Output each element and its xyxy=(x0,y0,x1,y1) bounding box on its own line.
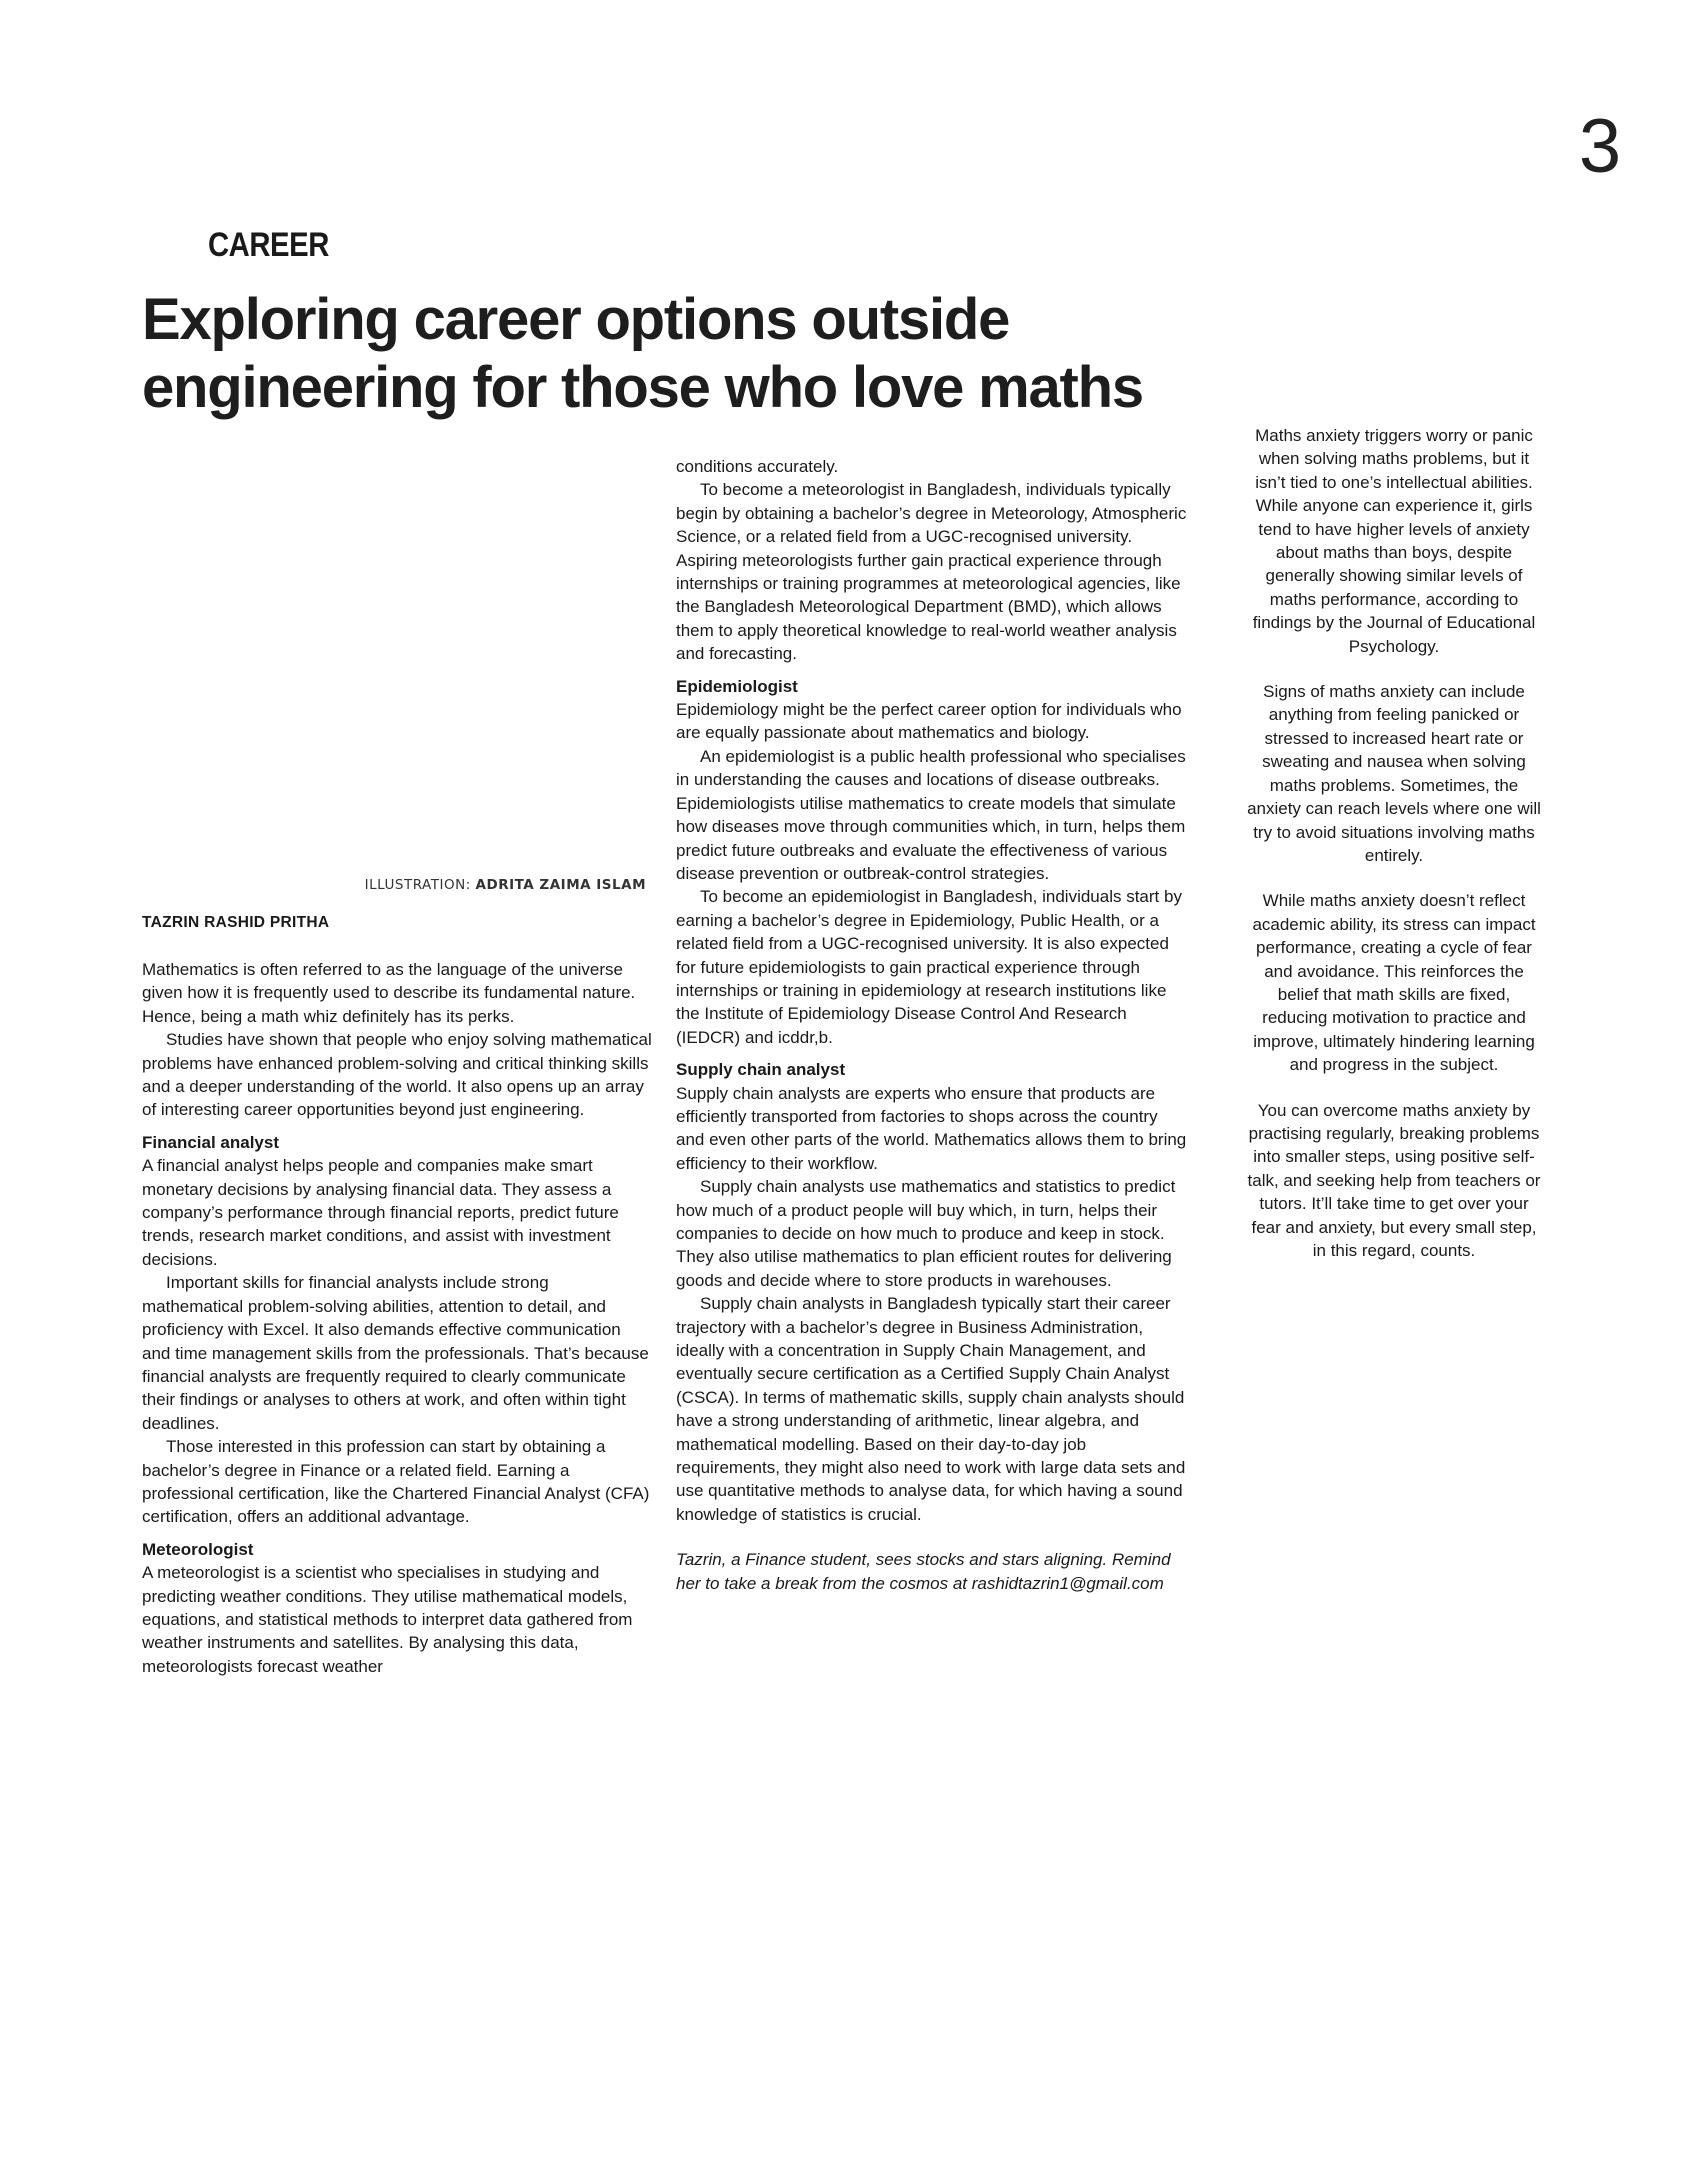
byline: TAZRIN RASHID PRITHA xyxy=(142,914,330,931)
meteorologist-paragraph-2: To become a meteorologist in Bangladesh, individuals typically begin by obtaining a bachelor’s degree in Meteorology, Atmospheric Science, or a related field from a UGC-recognised university. Aspiring meteorologists further gain practical experience through internships or training programmes at meteorological agencies, like the Bangladesh Meteorological Department (BMD), which allows them to apply theoretical knowledge to real-world weather analysis and forecasting. xyxy=(676,480,1187,664)
supply-chain-paragraph-3: Supply chain analysts in Bangladesh typically start their career trajectory with a bachelor’s degree in Business Administration, ideally with a concentration in Supply Chain Management, and eventually secure certification as a Certified Supply Chain Analyst (CSCA). In terms of mathematic skills, supply chain analysts should have a strong understanding of arithmetic, linear algebra, and mathematical modelling. Based on their day-to-day job requirements, they might also need to work with large data sets and use quantitative methods to analyse data, for which having a sound knowledge of statistics is crucial. xyxy=(676,1294,1186,1524)
headline-line-2: engineering for those who love maths xyxy=(142,355,1143,420)
section-label: CAREER xyxy=(208,226,329,264)
sidebar-paragraph-4: You can overcome maths anxiety by practising regularly, breaking problems into smaller steps, using positive self-talk, and seeking help from teachers or tutors. It’ll take time to get over your fear and anxiety, but every small step, in this regard, counts. xyxy=(1247,1100,1541,1260)
intro-paragraph-1: Mathematics is often referred to as the language of the universe given how it is frequently used to describe its fundamental nature. Hence, being a math whiz definitely has its perks. xyxy=(142,960,636,1026)
epidemiologist-paragraph-3: To become an epidemiologist in Bangladesh, individuals start by earning a bachelor’s degree in Epidemiology, Public Health, or a related field from a UGC-recognised university. It is also expected for future epidemiologists to gain practical experience through internships or training in epidemiology at research institutions like the Institute of Epidemiology Disease Control And Research (IEDCR) and icddr,b. xyxy=(676,887,1182,1047)
sidebar-paragraph-2: Signs of maths anxiety can include anything from feeling panicked or stressed to increased heart rate or sweating and nausea when solving maths problems. Sometimes, the anxiety can reach levels where one will try to avoid situations involving maths entirely. xyxy=(1247,682,1541,865)
meteorologist-paragraph-1: A meteorologist is a scientist who specialises in studying and predicting weather conditions. They utilise mathematical models, equations, and statistical methods to interpret data gathered from weather instruments and satellites. By analysing this data, meteorologists forecast weather xyxy=(142,1563,633,1676)
supply-chain-heading: Supply chain analyst xyxy=(676,1060,846,1080)
article-column-1 xyxy=(142,958,652,1678)
sidebar-paragraph-3: While maths anxiety doesn’t reflect academic ability, its stress can impact performance, creating a cycle of fear and avoidance. This reinforces the belief that math skills are fixed, reducing motivation to practice and improve, ultimately hindering learning and progress in the subject. xyxy=(1252,891,1536,1075)
sidebar-maths-anxiety xyxy=(1244,424,1544,1284)
epidemiologist-paragraph-1: Epidemiology might be the perfect career option for individuals who are equally passionate about mathematics and biology. xyxy=(676,700,1182,743)
illustration-credit xyxy=(142,877,646,893)
article-column-2 xyxy=(676,455,1190,1595)
headline-line-1: Exploring career options outside xyxy=(142,287,1010,352)
author-signoff: Tazrin, a Finance student, sees stocks and stars aligning. Remind her to take a break from the cosmos at rashidtazrin1@gmail.com xyxy=(676,1550,1171,1593)
illustration-area xyxy=(142,452,647,872)
meteorologist-heading: Meteorologist xyxy=(142,1539,254,1559)
financial-paragraph-1: A financial analyst helps people and companies make smart monetary decisions by analysing financial data. They assess a company’s performance through financial reports, predict future trends, research market conditions, and assist with investment decisions. xyxy=(142,1156,619,1269)
financial-analyst-heading: Financial analyst xyxy=(142,1132,279,1152)
supply-chain-paragraph-2: Supply chain analysts use mathematics and statistics to predict how much of a product people will buy which, in turn, helps their companies to decide on how much to produce and keep in stock. They also utilise mathematics to plan efficient routes for delivering goods and decide where to store products in warehouses. xyxy=(676,1177,1176,1290)
page-number: 3 xyxy=(1578,104,1622,189)
financial-paragraph-2: Important skills for financial analysts include strong mathematical problem-solving abilities, attention to detail, and proficiency with Excel. It also demands effective communication and time management skills from the professionals. That’s because financial analysts are frequently required to clearly communicate their findings or analyses to others at work, and often within tight deadlines. xyxy=(142,1273,649,1433)
intro-paragraph-2: Studies have shown that people who enjoy solving mathematical problems have enhanced problem-solving and critical thinking skills and a deeper understanding of the world. It also opens up an array of interesting career opportunities beyond just engineering. xyxy=(142,1030,652,1120)
financial-paragraph-3: Those interested in this profession can start by obtaining a bachelor’s degree in Finance or a related field. Earning a professional certification, like the Chartered Financial Analyst (CFA) certification, offers an additional advantage. xyxy=(142,1437,650,1527)
credit-label: ILLUSTRATION: xyxy=(364,877,476,893)
epidemiologist-heading: Epidemiologist xyxy=(676,676,798,696)
supply-chain-paragraph-1: Supply chain analysts are experts who ensure that products are efficiently transported from factories to shops across the country and even other parts of the world. Mathematics allows them to bring efficiency to their workflow. xyxy=(676,1083,1187,1173)
credit-name: ADRITA ZAIMA ISLAM xyxy=(475,877,646,893)
meteorologist-continued: conditions accurately. xyxy=(676,457,839,476)
headline xyxy=(142,286,1342,422)
epidemiologist-paragraph-2: An epidemiologist is a public health professional who specialises in understanding the causes and locations of disease outbreaks. Epidemiologists utilise mathematics to create models that simulate how diseases move through communities which, in turn, helps them predict future outbreaks and evaluate the effectiveness of various disease prevention or outbreak-control strategies. xyxy=(676,746,1186,883)
sidebar-paragraph-1: Maths anxiety triggers worry or panic when solving maths problems, but it isn’t tied to one’s intellectual abilities. While anyone can experience it, girls tend to have higher levels of anxiety about maths than boys, despite generally showing similar levels of maths performance, according to findings by the Journal of Educational Psychology. xyxy=(1252,426,1536,656)
